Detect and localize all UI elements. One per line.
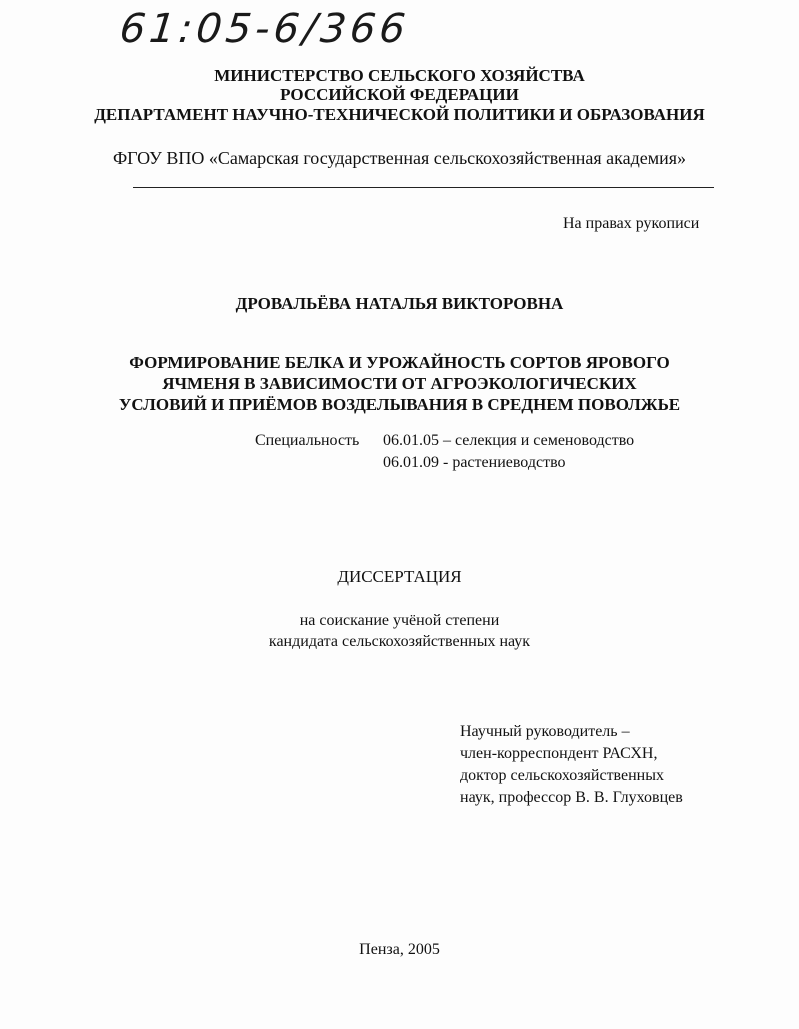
- degree-line-1: на соискание учёной степени: [299, 612, 500, 629]
- ministry-line-1: МИНИСТЕРСТВО СЕЛЬСКОГО ХОЗЯЙСТВА: [214, 66, 585, 85]
- supervisor-line: наук, профессор В. В. Глуховцев: [460, 789, 683, 806]
- title-line: ФОРМИРОВАНИЕ БЕЛКА И УРОЖАЙНОСТЬ СОРТОВ ЯРОВОГО: [129, 353, 670, 372]
- ministry-line-3: ДЕПАРТАМЕНТ НАУЧНО-ТЕХНИЧЕСКОЙ ПОЛИТИКИ И ОБРАЗОВАНИЯ: [94, 105, 705, 124]
- rights-note: На правах рукописи: [563, 215, 700, 232]
- specialty-code-1: 06.01.05 – селекция и семеноводство: [383, 432, 635, 449]
- document-type: ДИССЕРТАЦИЯ: [337, 567, 462, 586]
- title-line: ЯЧМЕНЯ В ЗАВИСИМОСТИ ОТ АГРОЭКОЛОГИЧЕСКИХ: [162, 374, 637, 393]
- supervisor-line: член-корреспондент РАСХН,: [460, 745, 658, 762]
- specialty-label: Специальность: [255, 432, 360, 449]
- author-name: ДРОВАЛЬЁВА НАТАЛЬЯ ВИКТОРОВНА: [235, 294, 564, 313]
- supervisor-block: [460, 721, 683, 809]
- degree-line-2: кандидата сельскохозяйственных наук: [268, 633, 531, 650]
- title-line: УСЛОВИЙ И ПРИЁМОВ ВОЗДЕЛЫВАНИЯ В СРЕДНЕМ ПОВОЛЖЬЕ: [118, 395, 681, 414]
- supervisor-line: Научный руководитель –: [460, 723, 630, 740]
- ministry-line-2: РОССИЙСКОЙ ФЕДЕРАЦИИ: [280, 85, 519, 104]
- degree-statement: [0, 610, 799, 652]
- specialty-code-2: 06.01.09 - растениеводство: [383, 454, 566, 471]
- city-year: Пенза, 2005: [359, 941, 440, 958]
- handwritten-archive-code: 61:05-6/366: [117, 6, 412, 52]
- supervisor-line: доктор сельскохозяйственных: [460, 767, 664, 784]
- organization-name: ФГОУ ВПО «Самарская государственная сельскохозяйственная академия»: [112, 148, 687, 168]
- header-divider: [133, 187, 714, 188]
- dissertation-title: [0, 352, 799, 415]
